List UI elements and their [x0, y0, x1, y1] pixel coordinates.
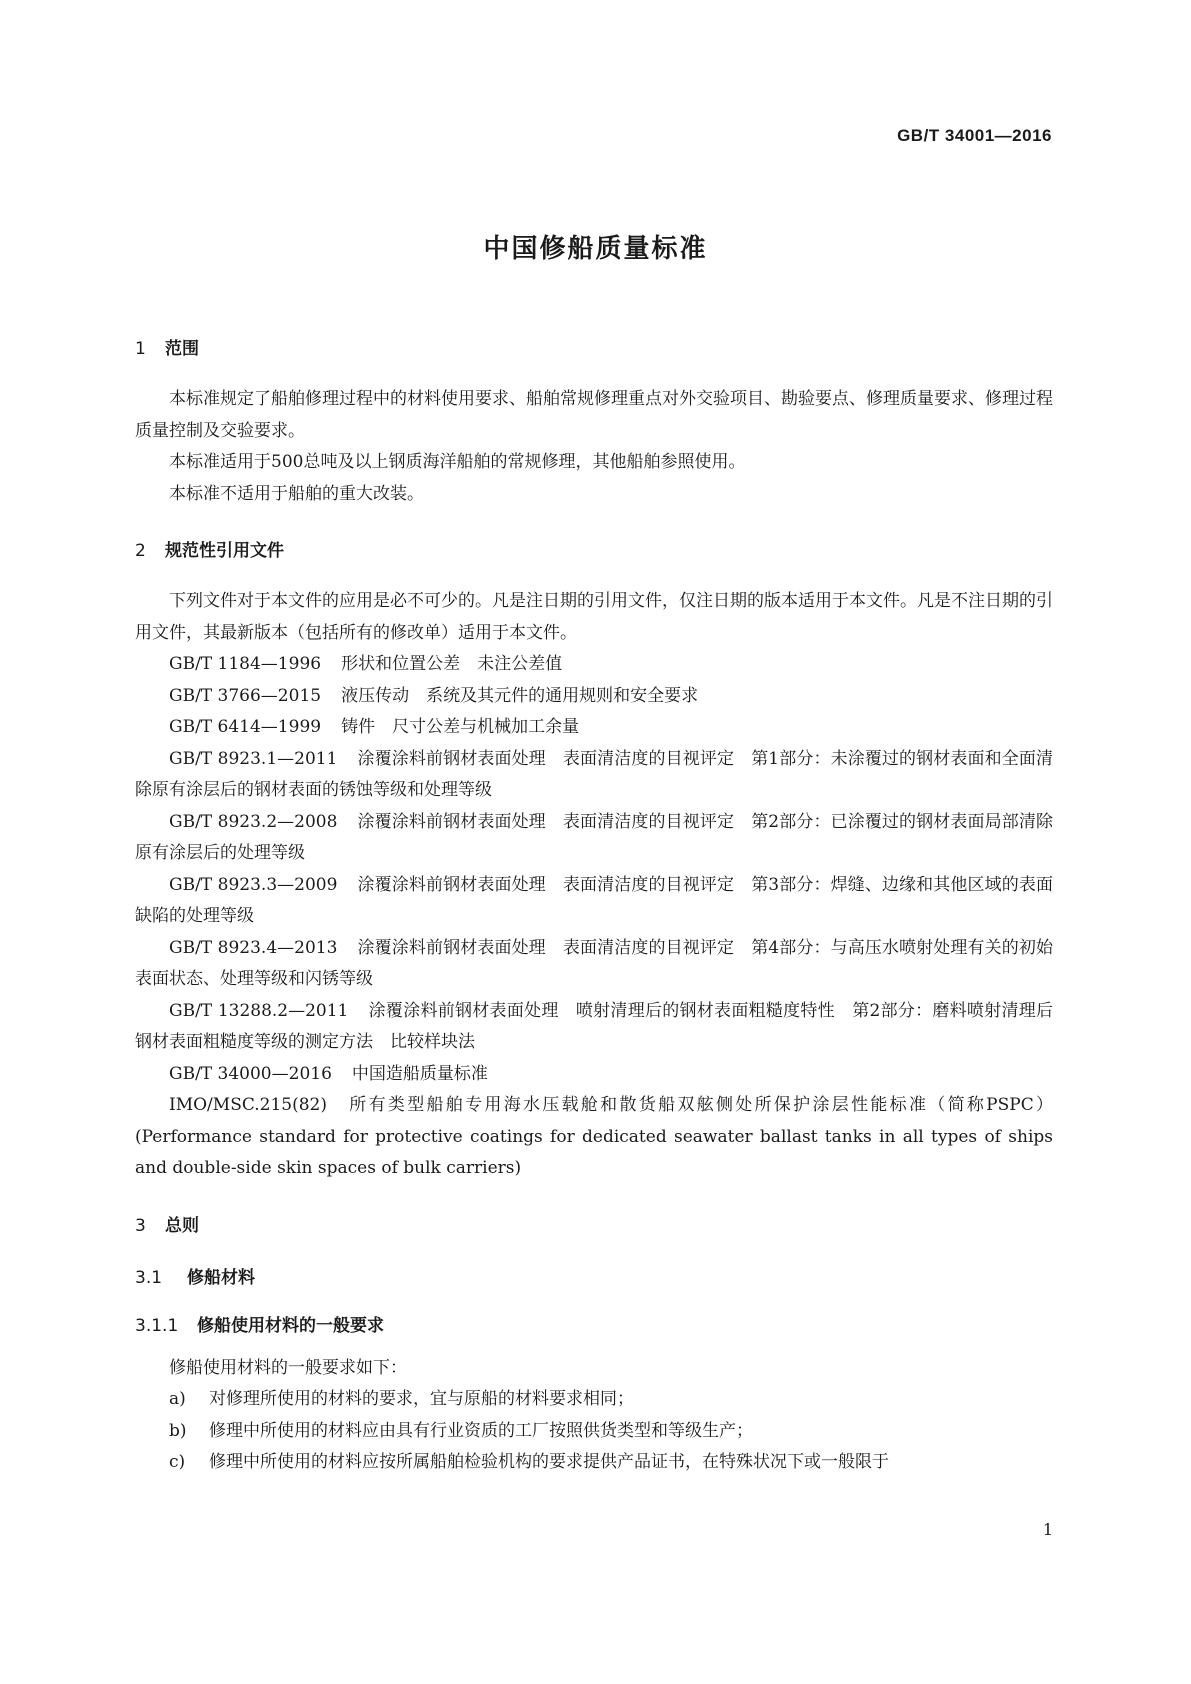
- reference-title: 涂覆涂料前钢材表面处理 表面清洁度的目视评定 第4部分：与高压水喷射处理有关的初始表面状态、处理等级和闪锈等级: [135, 937, 1053, 989]
- reference-title: 中国造船质量标准: [351, 1063, 488, 1084]
- reference-item: [135, 649, 1053, 681]
- document-body: [135, 336, 1053, 1479]
- paragraph: 本标准不适用于船舶的重大改装。: [169, 483, 424, 504]
- reference-title: 涂覆涂料前钢材表面处理 表面清洁度的目视评定 第1部分：未涂覆过的钢材表面和全面清除原有涂层后的钢材表面的锈蚀等级和处理等级: [135, 748, 1053, 800]
- list-text: 对修理所使用的材料的要求，宜与原船的材料要求相同；: [209, 1389, 634, 1409]
- section-heading-normative-references: [135, 538, 1053, 564]
- paragraph: 修船使用材料的一般要求如下：: [169, 1357, 407, 1378]
- reference-item: [135, 870, 1053, 933]
- reference-item: [135, 1059, 1053, 1091]
- reference-code: IMO/MSC.215(82): [169, 1095, 327, 1115]
- section-number: 3: [135, 1215, 146, 1236]
- reference-item: [135, 1090, 1053, 1185]
- subsection-title: 修船材料: [187, 1267, 255, 1288]
- paragraph: 本标准适用于500总吨及以上钢质海洋船舶的常规修理，其他船舶参照使用。: [169, 452, 746, 472]
- reference-code: GB/T 6414—1999: [169, 717, 322, 737]
- list-marker: b): [169, 1420, 187, 1441]
- section-title: 规范性引用文件: [165, 541, 284, 561]
- reference-title: 液压传动 系统及其元件的通用规则和安全要求: [341, 685, 699, 706]
- reference-code: GB/T 8923.2—2008: [169, 811, 338, 832]
- list-item: [135, 1384, 1053, 1416]
- reference-code: GB/T 34000—2016: [169, 1063, 332, 1084]
- document-title: 中国修船质量标准: [483, 234, 708, 264]
- reference-code: GB/T 13288.2—2011: [169, 1000, 349, 1021]
- list-item: [135, 1416, 1053, 1448]
- reference-item: [135, 712, 1053, 744]
- reference-code: GB/T 1184—1996: [169, 654, 322, 674]
- section-title: 范围: [165, 339, 199, 359]
- subsection-number: 3.1: [135, 1267, 163, 1288]
- subsubsection-heading-general-requirements: [135, 1313, 1053, 1339]
- reference-code: GB/T 8923.4—2013: [169, 937, 338, 958]
- reference-item: [135, 744, 1053, 807]
- list-text: 修理中所使用的材料应由具有行业资质的工厂按照供货类型和等级生产；: [209, 1420, 753, 1441]
- section-number: 1: [135, 339, 146, 359]
- paragraph: 下列文件对于本文件的应用是必不可少的。凡是注日期的引用文件，仅注日期的版本适用于本文件。凡是不注日期的引用文件，其最新版本（包括所有的修改单）适用于本文件。: [135, 591, 1053, 643]
- reference-title: 所有类型船舶专用海水压载舱和散货船双舷侧处所保护涂层性能标准（简称PSPC）(Performance standard for protective coatings for dedicated seawater ballast tanks in all types of ships and double-side skin spaces of bulk carriers): [135, 1095, 1053, 1178]
- section-heading-general: [135, 1213, 1053, 1239]
- section-number: 2: [135, 541, 146, 561]
- section-title: 总则: [165, 1215, 199, 1236]
- list-marker: a): [169, 1389, 186, 1409]
- reference-title: 涂覆涂料前钢材表面处理 表面清洁度的目视评定 第3部分：焊缝、边缘和其他区域的表面缺陷的处理等级: [135, 874, 1053, 926]
- reference-code: GB/T 3766—2015: [169, 685, 322, 706]
- subsubsection-number: 3.1.1: [135, 1315, 179, 1336]
- reference-item: [135, 807, 1053, 870]
- page-number: 1: [1042, 1520, 1053, 1539]
- reference-title: 涂覆涂料前钢材表面处理 喷射清理后的钢材表面粗糙度特性 第2部分：磨料喷射清理后钢材表面粗糙度等级的测定方法 比较样块法: [135, 1000, 1053, 1052]
- standard-code: GB/T 34001—2016: [897, 126, 1052, 145]
- reference-code: GB/T 8923.1—2011: [169, 748, 338, 769]
- list-text: 修理中所使用的材料应按所属船舶检验机构的要求提供产品证书，在特殊状况下或一般限于: [209, 1452, 889, 1472]
- list-item: [135, 1447, 1053, 1479]
- reference-title: 涂覆涂料前钢材表面处理 表面清洁度的目视评定 第2部分：已涂覆过的钢材表面局部清除原有涂层后的处理等级: [135, 811, 1053, 863]
- reference-title: 铸件 尺寸公差与机械加工余量: [341, 717, 580, 737]
- list-marker: c): [169, 1452, 186, 1472]
- paragraph: 本标准规定了船舶修理过程中的材料使用要求、船舶常规修理重点对外交验项目、勘验要点、修理质量要求、修理过程质量控制及交验要求。: [135, 389, 1053, 441]
- reference-code: GB/T 8923.3—2009: [169, 874, 338, 895]
- reference-title: 形状和位置公差 未注公差值: [341, 654, 563, 674]
- section-heading-scope: [135, 336, 1053, 362]
- subsection-heading-repair-materials: [135, 1265, 1053, 1291]
- reference-item: [135, 996, 1053, 1059]
- reference-item: [135, 681, 1053, 713]
- subsubsection-title: 修船使用材料的一般要求: [197, 1315, 384, 1336]
- reference-item: [135, 933, 1053, 996]
